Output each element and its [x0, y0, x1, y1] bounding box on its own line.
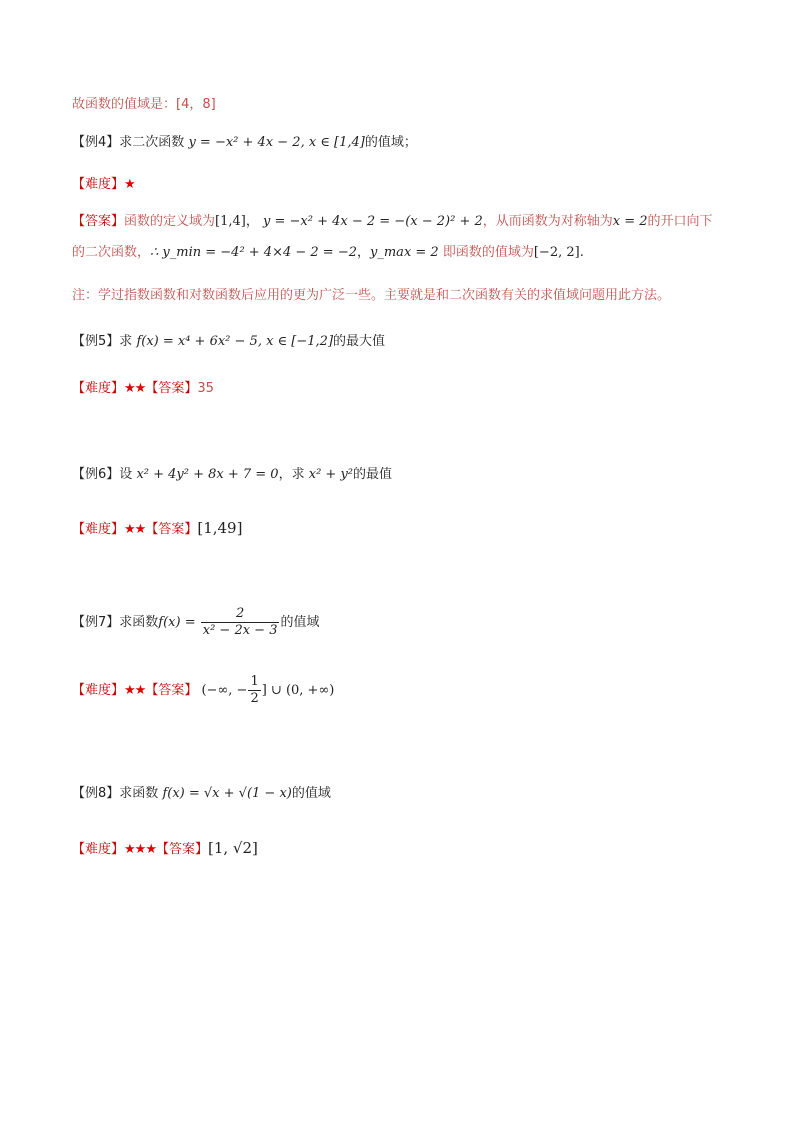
answer-denominator: 2: [250, 691, 259, 706]
example-7-prefix: 求函数: [119, 615, 159, 630]
difficulty-label: 【难度】: [72, 177, 125, 192]
answer-fraction: [248, 674, 260, 707]
range-result-line: [72, 95, 216, 115]
answer-value: [1,49]: [197, 519, 243, 537]
example-8-formula: f(x) = √x + √(1 − x): [162, 786, 292, 801]
answer-value: 35: [197, 381, 214, 396]
answer-ymin: ∴ y_min = −4² + 4×4 − 2 = −2: [150, 245, 357, 260]
example-4-suffix: 的值域；: [364, 135, 417, 150]
example-6-label: 【例6】: [72, 467, 120, 482]
example-6-question: [72, 465, 392, 485]
example-4-formula: y = −x² + 4x − 2, x ∈ [1,4]: [188, 135, 365, 150]
answer-label: 【答案】: [155, 842, 208, 857]
answer-end: .: [579, 245, 584, 260]
example-5-difficulty: [72, 379, 214, 399]
answer-axis: x = 2: [612, 214, 648, 229]
answer-label: 【答案】: [145, 522, 198, 537]
answer-value: [1, √2]: [208, 839, 258, 857]
method-note-text: 注：学过指数函数和对数函数后应用的更为广泛一些。主要就是和二次函数有关的求值域问题用此方法。: [72, 288, 671, 303]
method-note: [72, 286, 670, 306]
example-6-difficulty: [72, 518, 242, 540]
answer-text-5: 即函数的值域为: [442, 245, 534, 260]
example-7-fraction: [201, 606, 280, 639]
range-result-text: 故函数的值域是：: [72, 97, 177, 112]
example-5-prefix: 求: [119, 334, 133, 349]
example-7-lhs: f(x) =: [158, 615, 196, 630]
difficulty-stars: ★★: [124, 522, 146, 537]
example-8-difficulty: [72, 838, 258, 860]
example-5-label: 【例5】: [72, 334, 120, 349]
difficulty-label: 【难度】: [72, 381, 125, 396]
example-8-label: 【例8】: [72, 786, 120, 801]
answer-ymax: y_max = 2: [370, 245, 439, 260]
answer-text-4: 的二次函数，: [72, 245, 151, 260]
difficulty-stars: ★★: [124, 381, 146, 396]
answer-label: 【答案】: [145, 683, 198, 698]
difficulty-label: 【难度】: [72, 683, 125, 698]
answer-sep-2: ，: [357, 245, 371, 260]
example-6-suffix: 的最值: [353, 467, 393, 482]
example-7-difficulty: [72, 674, 334, 707]
answer-part-1: (−∞, −: [201, 683, 248, 698]
answer-range: [−2, 2]: [533, 245, 580, 260]
example-6-mid: ，求: [278, 467, 305, 482]
fraction-numerator: 2: [201, 606, 280, 623]
example-4-answer-line2: [72, 243, 584, 263]
difficulty-label: 【难度】: [72, 522, 125, 537]
answer-text: 函数的定义域为: [124, 214, 216, 229]
answer-equation: y = −x² + 4x − 2 = −(x − 2)² + 2: [263, 214, 483, 229]
example-8-question: [72, 784, 331, 804]
example-8-suffix: 的值域: [291, 786, 331, 801]
difficulty-stars: ★★★: [124, 842, 156, 857]
answer-text-2: ，从而函数为对称轴为: [482, 214, 613, 229]
example-5-suffix: 的最大值: [333, 334, 386, 349]
difficulty-stars: ★★: [124, 683, 146, 698]
difficulty-label: 【难度】: [72, 842, 125, 857]
answer-text-3: 的开口向下: [647, 214, 713, 229]
fraction-denominator: x² − 2x − 3: [202, 623, 278, 638]
example-7-label: 【例7】: [72, 615, 120, 630]
example-4-answer-line1: [72, 212, 713, 232]
example-6-formula-2: x² + y²: [308, 467, 354, 482]
example-5-formula: f(x) = x⁴ + 6x² − 5, x ∈ [−1,2]: [136, 334, 334, 349]
answer-numerator: 1: [250, 674, 259, 689]
example-5-question: [72, 332, 385, 352]
answer-label: 【答案】: [72, 214, 125, 229]
answer-part-2: ] ∪ (0, +∞): [261, 683, 335, 698]
example-7-suffix: 的值域: [280, 615, 320, 630]
example-8-prefix: 求函数: [119, 786, 159, 801]
example-4-prefix: 求二次函数: [119, 135, 185, 150]
range-result-value: [4，8]: [176, 97, 216, 112]
answer-domain: [1,4]: [215, 214, 246, 229]
example-4-label: 【例4】: [72, 135, 120, 150]
example-4-question: [72, 133, 417, 153]
difficulty-stars: ★: [124, 177, 135, 192]
example-6-prefix: 设: [119, 467, 133, 482]
answer-label: 【答案】: [145, 381, 198, 396]
example-7-question: [72, 606, 320, 639]
answer-sep: ，: [245, 214, 259, 229]
example-4-difficulty: [72, 175, 135, 195]
example-6-formula: x² + 4y² + 8x + 7 = 0: [136, 467, 279, 482]
